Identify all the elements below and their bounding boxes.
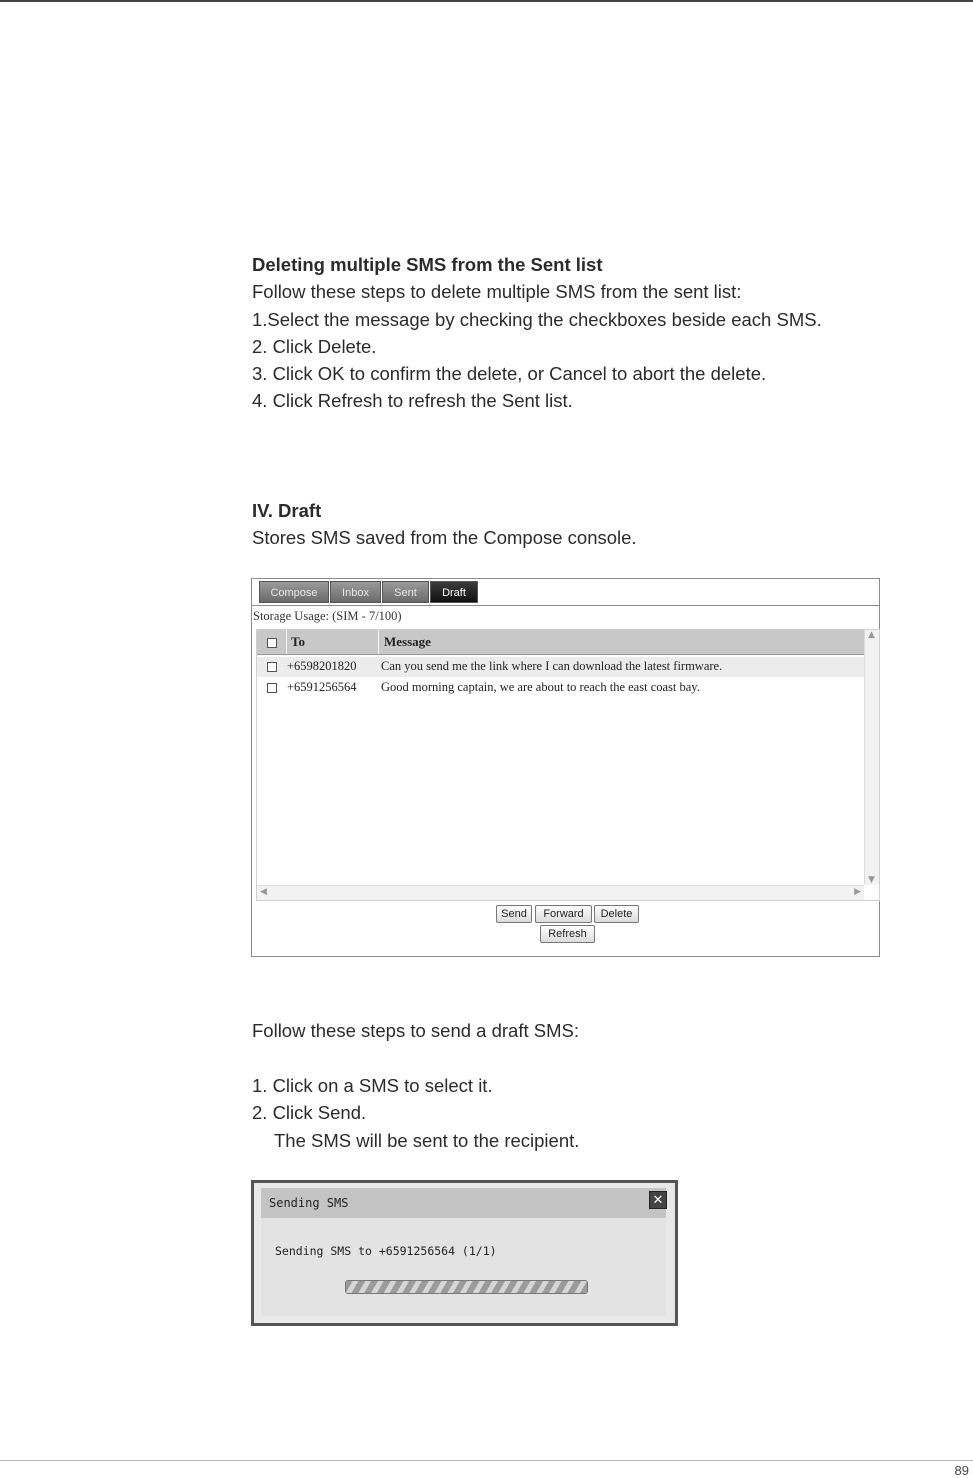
delete-button[interactable]: Delete bbox=[594, 905, 639, 923]
header-checkbox-cell bbox=[257, 630, 287, 654]
paragraph-line: Stores SMS saved from the Compose console. bbox=[252, 527, 637, 549]
sending-sms-dialog bbox=[251, 1180, 678, 1326]
draft-list bbox=[256, 629, 880, 901]
row-checkbox[interactable] bbox=[267, 683, 277, 693]
scroll-left-icon[interactable]: ◀ bbox=[260, 887, 267, 897]
section-draft bbox=[252, 497, 637, 552]
row-checkbox[interactable] bbox=[267, 662, 277, 672]
step-line: 1. Click on a SMS to select it. bbox=[252, 1075, 493, 1096]
vertical-scrollbar[interactable] bbox=[864, 630, 879, 885]
row-message: Good morning captain, we are about to reach the east coast bay. bbox=[381, 680, 700, 694]
progress-fill bbox=[346, 1281, 587, 1293]
dialog-body bbox=[261, 1218, 666, 1316]
paragraph-line: Follow these steps to delete multiple SMS from the sent list: bbox=[252, 281, 742, 303]
tab-sent[interactable]: Sent bbox=[382, 581, 429, 603]
select-all-checkbox[interactable] bbox=[267, 638, 277, 648]
row-recipient: +6598201820 bbox=[287, 659, 357, 673]
header-message: Message bbox=[384, 634, 431, 649]
sending-status: Sending SMS to +6591256564 (1/1) bbox=[275, 1244, 497, 1258]
storage-usage: Storage Usage: (SIM - 7/100) bbox=[253, 609, 402, 623]
refresh-button[interactable]: Refresh bbox=[540, 925, 595, 943]
bottom-rule bbox=[0, 1460, 973, 1461]
row-recipient: +6591256564 bbox=[287, 680, 357, 694]
top-rule bbox=[0, 0, 973, 2]
send-button[interactable]: Send bbox=[496, 905, 532, 923]
table-row[interactable] bbox=[257, 678, 864, 698]
close-icon[interactable]: ✕ bbox=[649, 1191, 667, 1209]
row-message: Can you send me the link where I can download the latest firmware. bbox=[381, 659, 723, 673]
tab-inbox[interactable]: Inbox bbox=[330, 581, 381, 603]
scroll-up-icon[interactable]: ▲ bbox=[868, 630, 875, 640]
scroll-right-icon[interactable]: ▶ bbox=[854, 887, 861, 897]
section-heading: Deleting multiple SMS from the Sent list bbox=[252, 254, 603, 275]
horizontal-scrollbar[interactable] bbox=[257, 885, 864, 900]
forward-button[interactable]: Forward bbox=[535, 905, 592, 923]
step-note: The SMS will be sent to the recipient. bbox=[274, 1129, 580, 1151]
tab-bar bbox=[252, 579, 879, 606]
scroll-down-icon[interactable]: ▼ bbox=[868, 875, 875, 885]
dialog-title: Sending SMS bbox=[261, 1188, 666, 1218]
step-line: 2. Click Delete. bbox=[252, 335, 377, 357]
paragraph-line: Follow these steps to send a draft SMS: bbox=[252, 1020, 579, 1041]
header-to: To bbox=[287, 630, 379, 654]
page-number: 89 bbox=[954, 1463, 969, 1478]
tab-compose[interactable]: Compose bbox=[259, 581, 329, 603]
table-row[interactable] bbox=[257, 657, 864, 677]
section-send-draft bbox=[252, 1017, 579, 1044]
section-delete-multiple bbox=[252, 251, 822, 415]
step-line: 3. Click OK to confirm the delete, or Cancel to abort the delete. bbox=[252, 363, 767, 385]
step-line: 4. Click Refresh to refresh the Sent list. bbox=[252, 390, 573, 412]
tab-draft[interactable]: Draft bbox=[430, 581, 478, 603]
step-line: 2. Click Send. bbox=[252, 1102, 367, 1124]
step-line: 1.Select the message by checking the checkboxes beside each SMS. bbox=[252, 308, 822, 330]
sms-console bbox=[251, 578, 880, 957]
send-steps bbox=[252, 1072, 579, 1154]
progress-bar bbox=[345, 1280, 588, 1294]
section-heading: IV. Draft bbox=[252, 500, 322, 521]
list-header bbox=[257, 630, 864, 655]
